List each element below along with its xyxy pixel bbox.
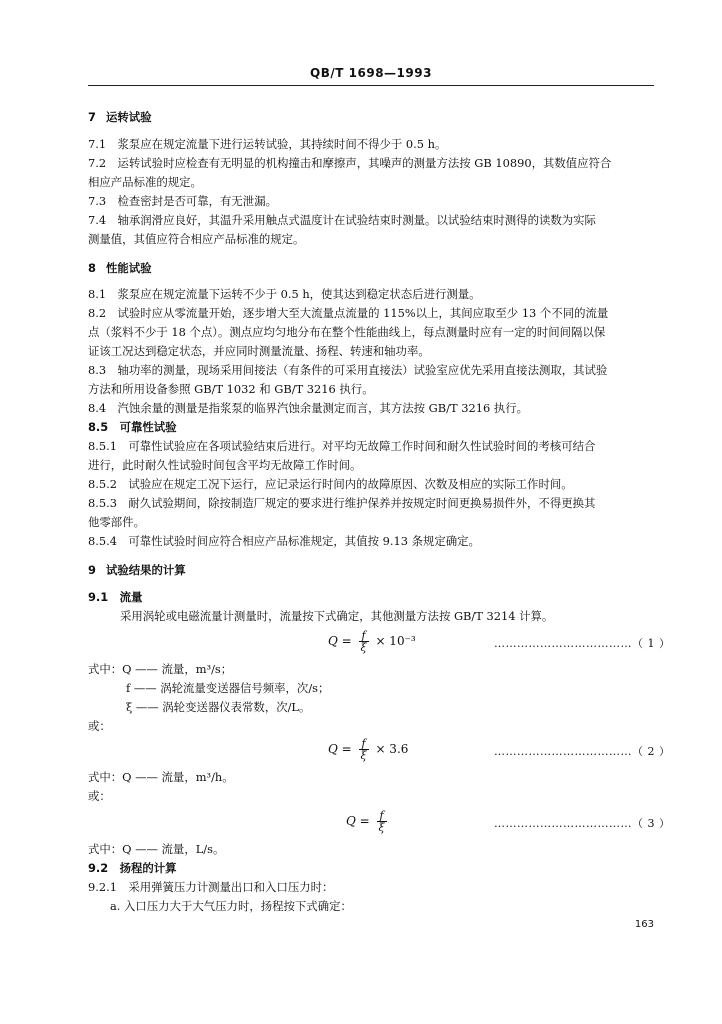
where-q-m3s: 式中：Q —— 流量，m³/s； [88, 662, 233, 676]
where-xi-constant: ξ —— 涡轮变送器仪表常数，次/L。 [126, 700, 311, 714]
clause-8-5-2: 8.5.2 试验应在规定工况下运行，应记录运行时间内的故障原因、次数及相应的实际工作时间。 [88, 477, 573, 491]
clause-8-2-line3: 证该工况达到稳定状态，并应同时测量流量、扬程、转速和轴功率。 [88, 344, 430, 358]
clause-7-4-line1: 7.4 轴承润滑应良好，其温升采用触点式温度计在试验结束时测量。以试验结束时测得的读数为实际 [88, 213, 596, 227]
clause-8-5-4: 8.5.4 可靠性试验时间应符合相应产品标准规定，其值按 9.13 条规定确定。 [88, 534, 480, 548]
clause-8-3-line1: 8.3 轴功率的测量，现场采用间接法（有条件的可采用直接法）试验室应优先采用直接法测取，其试验 [88, 363, 608, 377]
clause-8-5-heading: 8.5 可靠性试验 [88, 420, 177, 434]
clause-8-1: 8.1 浆泵应在规定流量下运转不少于 0.5 h，使其达到稳定状态后进行测量。 [88, 287, 481, 301]
clause-9-2-heading: 9.2 扬程的计算 [88, 861, 177, 875]
section-7-title: 运转试验 [105, 110, 152, 124]
or-label-1: 或： [88, 719, 111, 733]
equation-number-1: ………………………………（ 1 ） [494, 637, 671, 650]
or-label-2: 或： [88, 789, 111, 803]
formula-3-lhs: Q = [346, 814, 370, 828]
header-divider [88, 85, 654, 86]
clause-9-1-intro: 采用涡轮或电磁流量计测量时，流量按下式确定，其他测量方法按 GB/T 3214 计算。 [120, 609, 554, 623]
clause-8-5-3-line2: 他零部件。 [88, 515, 145, 529]
standard-code-header: QB/T 1698—1993 [310, 66, 432, 80]
formula-2-numerator: f [359, 738, 369, 750]
clause-8-5-1-line2: 进行，此时耐久性试验时间包含平均无故障工作时间。 [88, 458, 362, 472]
clause-9-2-1: 9.2.1 采用弹簧压力计测量出口和入口压力时： [88, 880, 334, 894]
formula-2-fraction [359, 738, 369, 761]
formula-3-fraction [377, 810, 387, 833]
formula-1 [328, 630, 416, 653]
formula-2-lhs: Q = [328, 742, 352, 756]
where-q-m3h: 式中：Q —— 流量，m³/h。 [88, 770, 234, 784]
formula-2-denominator: ξ [360, 749, 367, 762]
formula-1-fraction [359, 630, 369, 653]
formula-1-lhs: Q = [328, 634, 352, 648]
clause-8-5-1-line1: 8.5.1 可靠性试验应在各项试验结束后进行。对平均无故障工作时间和耐久性试验时间的考核可结合 [88, 439, 596, 453]
clause-7-2-line2: 相应产品标准的规定。 [88, 175, 202, 189]
section-8-heading [88, 261, 658, 276]
formula-1-rhs: × 10⁻³ [375, 634, 416, 648]
formula-1-denominator: ξ [360, 641, 367, 654]
item-a: a. 入口压力大于大气压力时，扬程按下式确定： [110, 899, 352, 913]
section-7-heading [88, 110, 658, 125]
clause-7-2-line1: 7.2 运转试验时应检查有无明显的机构撞击和摩擦声，其噪声的测量方法按 GB 10890，其数值应符合 [88, 156, 612, 170]
formula-3 [346, 810, 390, 833]
formula-1-numerator: f [359, 630, 369, 642]
section-8-title: 性能试验 [105, 261, 152, 275]
clause-8-4: 8.4 汽蚀余量的测量是指浆泵的临界汽蚀余量测定而言，其方法按 GB/T 3216 执行。 [88, 401, 528, 415]
where-q-ls: 式中：Q —— 流量，L/s。 [88, 842, 225, 856]
section-7-number: 7 [88, 110, 96, 124]
clause-8-2-line2: 点（浆料不少于 18 个点）。测点应均匀地分布在整个性能曲线上，每点测量时应有一定的时间间隔以保 [88, 325, 606, 339]
section-8-number: 8 [88, 261, 96, 275]
equation-number-3: ………………………………（ 3 ） [494, 817, 671, 830]
clause-7-4-line2: 测量值，其值应符合相应产品标准的规定。 [88, 232, 305, 246]
clause-8-3-line2: 方法和所用设备参照 GB/T 1032 和 GB/T 3216 执行。 [88, 382, 374, 396]
equation-number-2: ………………………………（ 2 ） [494, 745, 671, 758]
formula-2 [328, 738, 408, 761]
section-9-heading [88, 563, 658, 578]
formula-2-rhs: × 3.6 [375, 742, 409, 756]
clause-8-5-3-line1: 8.5.3 耐久试验期间，除按制造厂规定的要求进行维护保养并按规定时间更换易损件外，不得更换其 [88, 496, 596, 510]
page-number: 163 [634, 919, 654, 930]
clause-7-1: 7.1 浆泵应在规定流量下进行运转试验，其持续时间不得少于 0.5 h。 [88, 137, 447, 151]
section-9-title: 试验结果的计算 [105, 563, 186, 577]
section-9-number: 9 [88, 563, 96, 577]
clause-9-1-heading: 9.1 流量 [88, 590, 143, 604]
where-f-frequency: f —— 涡轮流量变送器信号频率，次/s； [126, 681, 330, 695]
clause-7-3: 7.3 检查密封是否可靠，有无泄漏。 [88, 194, 277, 208]
clause-8-2-line1: 8.2 试验时应从零流量开始，逐步增大至大流量点流量的 115%以上，其间应取至少 13 个不同的流量 [88, 306, 609, 320]
formula-3-denominator: ξ [378, 821, 385, 834]
formula-3-numerator: f [377, 810, 387, 822]
